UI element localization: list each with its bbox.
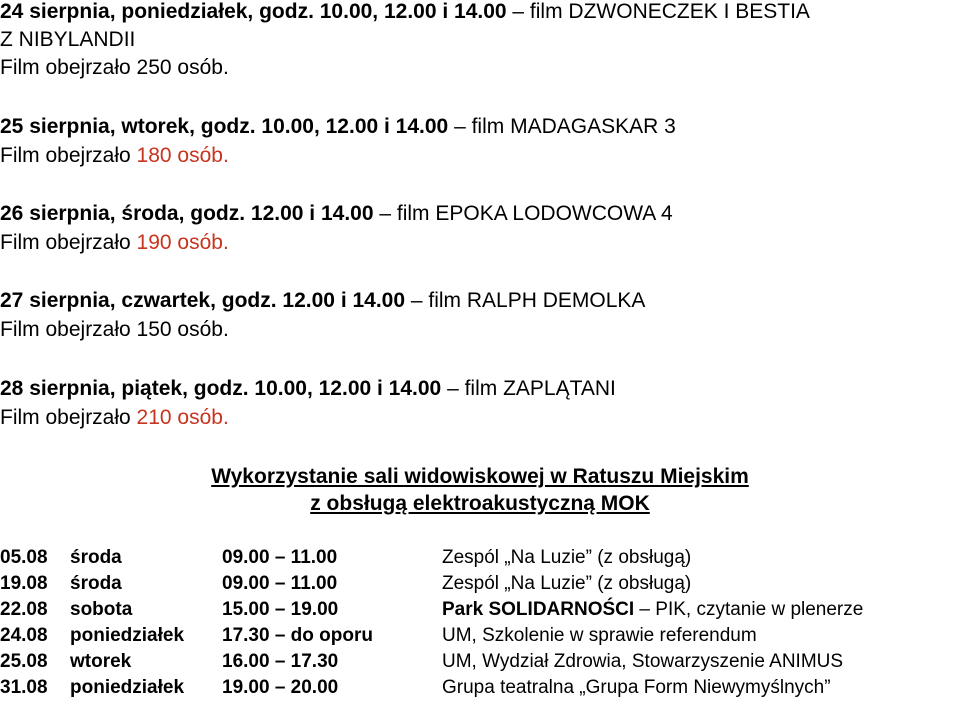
schedule-time: 09.00 – 11.00 bbox=[222, 573, 338, 594]
schedule-row bbox=[0, 649, 960, 675]
schedule-day: wtorek bbox=[70, 651, 132, 672]
event-3-date-time: 26 sierpnia, środa, godz. 12.00 i 14.00 bbox=[0, 202, 374, 225]
schedule-day: poniedziałek bbox=[70, 677, 185, 698]
event-5-attendance-count: 210 osób. bbox=[136, 406, 229, 429]
schedule-date: 24.08 bbox=[0, 625, 48, 646]
event-1-attendance-label: Film obejrzało bbox=[0, 56, 137, 79]
schedule-description bbox=[442, 545, 691, 571]
schedule-date: 05.08 bbox=[0, 547, 48, 568]
schedule-row bbox=[0, 623, 960, 649]
schedule-description-text: Zespól „Na Luzie” (z obsługą) bbox=[442, 573, 692, 594]
event-2-attendance-label: Film obejrzało bbox=[0, 144, 137, 167]
schedule-date: 22.08 bbox=[0, 599, 48, 620]
schedule-description-text: UM, Szkolenie w sprawie referendum bbox=[442, 625, 757, 646]
event-5-attendance bbox=[0, 406, 229, 430]
event-1-film: – film DZWONECZEK I BESTIA bbox=[506, 0, 810, 23]
schedule-description-text: Grupa teatralna „Grupa Form Niewymyślnych” bbox=[442, 677, 831, 698]
event-4-date-time: 27 sierpnia, czwartek, godz. 12.00 i 14.00 bbox=[0, 289, 406, 312]
schedule-date: 31.08 bbox=[0, 677, 48, 698]
event-2-film: – film MADAGASKAR 3 bbox=[448, 115, 676, 138]
event-3-attendance bbox=[0, 231, 229, 255]
event-4-attendance-count: 150 osób. bbox=[136, 318, 229, 341]
schedule-time: 16.00 – 17.30 bbox=[222, 651, 339, 672]
event-2-attendance bbox=[0, 144, 229, 168]
event-4-attendance-label: Film obejrzało bbox=[0, 318, 137, 341]
schedule-row bbox=[0, 545, 960, 571]
event-1-attendance-count: 250 osób. bbox=[136, 56, 229, 79]
event-5-film: – film ZAPLĄTANI bbox=[441, 377, 616, 400]
schedule-row bbox=[0, 675, 960, 701]
event-2-heading bbox=[0, 115, 676, 139]
schedule-day: środa bbox=[70, 573, 122, 594]
event-3-attendance-count: 190 osób. bbox=[136, 231, 229, 254]
event-1-heading bbox=[0, 0, 810, 24]
schedule-day: sobota bbox=[70, 599, 133, 620]
event-2-attendance-count: 180 osób. bbox=[136, 144, 229, 167]
event-4-film: – film RALPH DEMOLKA bbox=[405, 289, 646, 312]
schedule-time: 17.30 – do oporu bbox=[222, 625, 373, 646]
event-2-date-time: 25 sierpnia, wtorek, godz. 10.00, 12.00 i 14.00 bbox=[0, 115, 449, 138]
schedule-description-text: – PIK, czytanie w plenerze bbox=[634, 599, 864, 620]
schedule-time: 19.00 – 20.00 bbox=[222, 677, 339, 698]
schedule-description bbox=[442, 649, 843, 675]
event-5-date-time: 28 sierpnia, piątek, godz. 10.00, 12.00 i 14.00 bbox=[0, 377, 442, 400]
schedule-description bbox=[442, 571, 691, 597]
event-1-heading-cont: Z NIBYLANDII bbox=[0, 28, 136, 51]
schedule-time: 15.00 – 19.00 bbox=[222, 599, 339, 620]
event-3-film: – film EPOKA LODOWCOWA 4 bbox=[373, 202, 673, 225]
section-title-line-2: z obsługą elektroakustyczną MOK bbox=[310, 492, 650, 515]
schedule-description bbox=[442, 675, 831, 701]
schedule-description-bold: Park SOLIDARNOŚCI bbox=[442, 599, 635, 620]
event-1-attendance bbox=[0, 56, 229, 80]
schedule-description-text: Zespól „Na Luzie” (z obsługą) bbox=[442, 547, 692, 568]
schedule-day: poniedziałek bbox=[70, 625, 185, 646]
schedule-row bbox=[0, 571, 960, 597]
schedule-date: 19.08 bbox=[0, 573, 48, 594]
schedule-description-text: UM, Wydział Zdrowia, Stowarzyszenie ANIMUS bbox=[442, 651, 844, 672]
event-5-attendance-label: Film obejrzało bbox=[0, 406, 137, 429]
event-4-heading bbox=[0, 289, 645, 313]
event-1-date-time: 24 sierpnia, poniedziałek, godz. 10.00, 12.00 i 14.00 bbox=[0, 0, 507, 23]
schedule-time: 09.00 – 11.00 bbox=[222, 547, 338, 568]
event-3-heading bbox=[0, 202, 673, 226]
event-3-attendance-label: Film obejrzało bbox=[0, 231, 137, 254]
section-title-line-1: Wykorzystanie sali widowiskowej w Ratuszu Miejskim bbox=[211, 465, 749, 488]
schedule-row bbox=[0, 597, 960, 623]
event-4-attendance bbox=[0, 318, 229, 342]
schedule-day: środa bbox=[70, 547, 122, 568]
event-5-heading bbox=[0, 377, 616, 401]
schedule-description bbox=[442, 597, 863, 623]
schedule-date: 25.08 bbox=[0, 651, 48, 672]
schedule-description bbox=[442, 623, 757, 649]
